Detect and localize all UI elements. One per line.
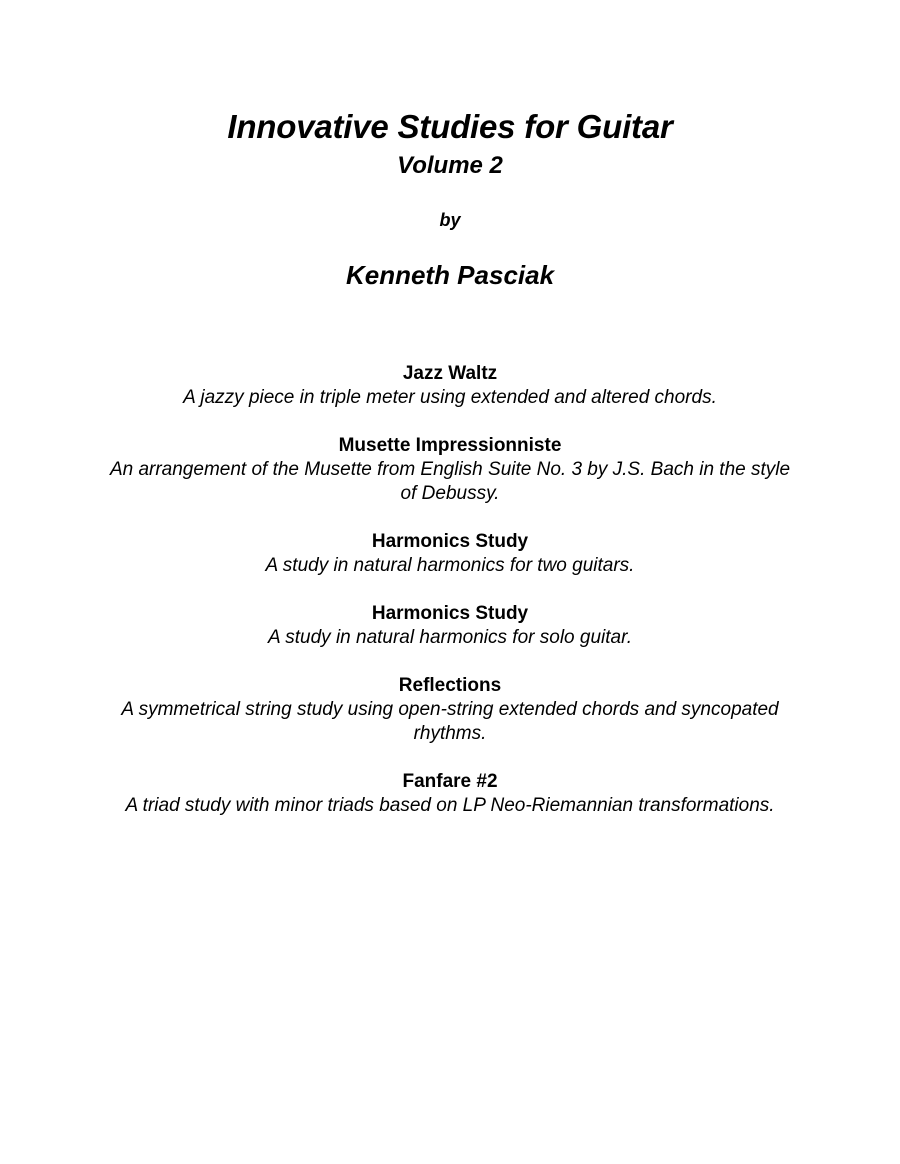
piece-item-fanfare-2 [100,770,800,818]
piece-description: An arrangement of the Musette from English Suite No. 3 by J.S. Bach in the style of Debussy. [109,459,791,504]
document-subtitle: Volume 2 [397,152,503,179]
piece-description: A study in natural harmonics for two guitars. [265,555,635,576]
document-title: Innovative Studies for Guitar [227,108,673,145]
author-name: Kenneth Pasciak [345,260,555,290]
piece-title: Fanfare #2 [402,771,498,792]
piece-item-harmonics-study-solo [100,602,800,650]
piece-item-reflections [100,674,800,746]
piece-title: Reflections [398,675,502,696]
piece-item-jazz-waltz [100,362,800,410]
piece-title: Musette Impressionniste [338,435,562,456]
piece-item-musette-impressionniste [100,434,800,506]
piece-description: A symmetrical string study using open-string extended chords and syncopated rhythms. [121,699,779,744]
piece-description: A jazzy piece in triple meter using extended and altered chords. [183,387,717,408]
piece-description: A study in natural harmonics for solo guitar. [268,627,632,648]
byline-label: by [439,210,461,230]
piece-title: Harmonics Study [371,531,529,552]
piece-item-harmonics-study-duo [100,530,800,578]
piece-title: Jazz Waltz [402,363,498,384]
piece-title: Harmonics Study [371,603,529,624]
piece-list [100,362,800,842]
piece-description: A triad study with minor triads based on LP Neo-Riemannian transformations. [125,795,775,816]
